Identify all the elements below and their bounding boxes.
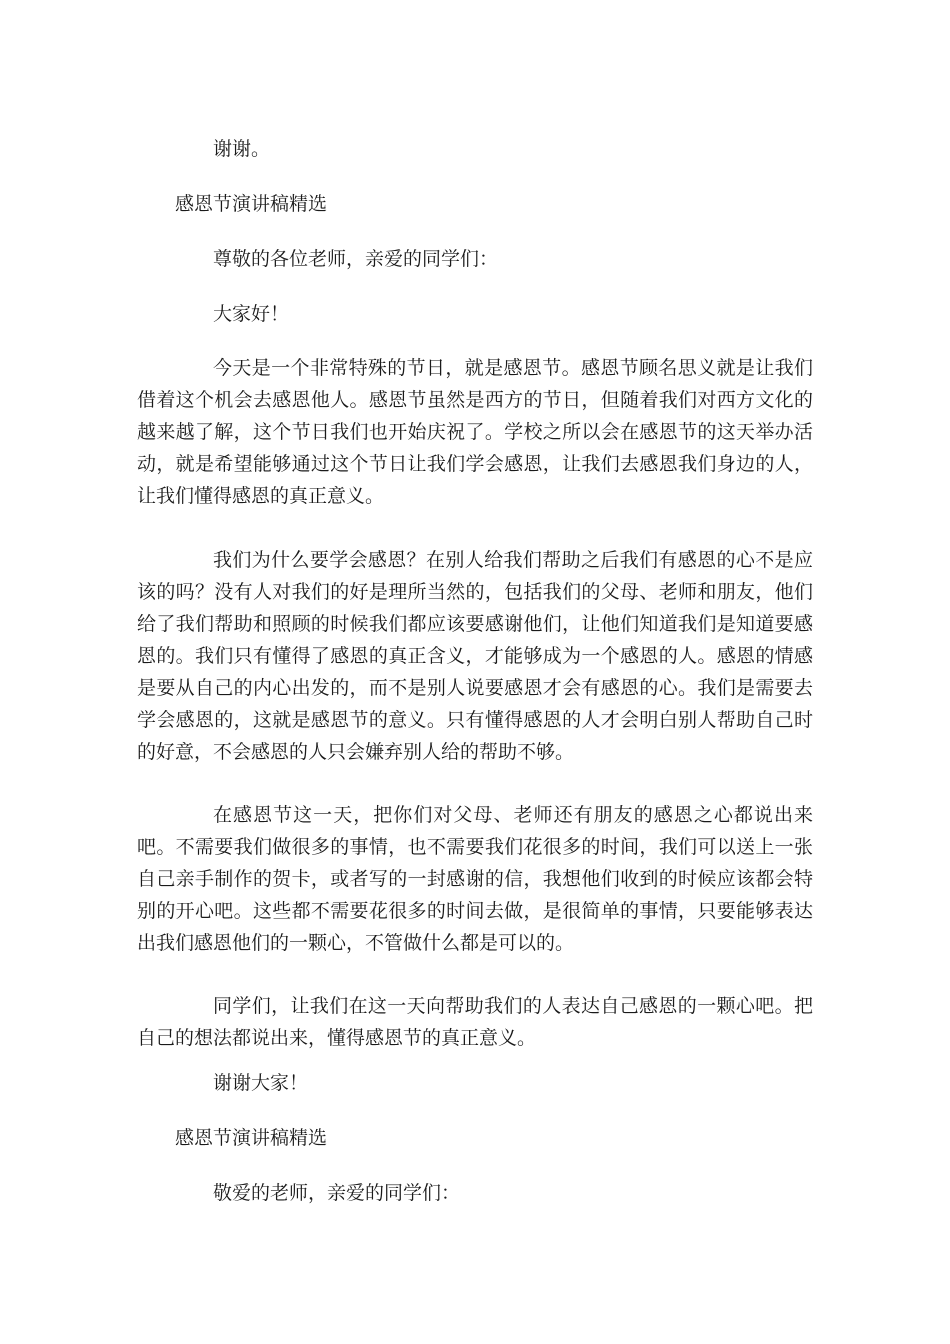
greeting: 大家好！ <box>213 303 290 325</box>
paragraph: 在感恩节这一天，把你们对父母、老师还有朋友的感恩之心都说出来吧。不需要我们做很多的事情，也不需要我们花很多的时间，我们可以送上一张自己亲手制作的贺卡，或者写的一封感谢的信，我想他们收到的时候应该都会特别的开心吧。这些都不需要花很多的时间去做，是很简单的事情，只要能够表达出我们感恩他们的一颗心，不管做什么都是可以的。 <box>137 804 813 954</box>
paragraph: 同学们，让我们在这一天向帮助我们的人表达自己感恩的一颗心吧。把自己的想法都说出来，懂得感恩节的真正意义。 <box>137 995 813 1049</box>
closing-thanks: 谢谢。 <box>213 138 271 160</box>
salutation: 尊敬的各位老师，亲爱的同学们： <box>213 248 499 270</box>
paragraph: 我们为什么要学会感恩？在别人给我们帮助之后我们有感恩的心不是应该的吗？没有人对我们的好是理所当然的，包括我们的父母、老师和朋友，他们给了我们帮助和照顾的时候我们都应该要感谢他们，让他们知道我们是知道要感恩的。我们只有懂得了感恩的真正含义，才能够成为一个感恩的人。感恩的情感是要从自己的内心出发的，而不是别人说要感恩才会有感恩的心。我们是需要去学会感恩的，这就是感恩节的意义。只有懂得感恩的人才会明白别人帮助自己时的好意，不会感恩的人只会嫌弃别人给的帮助不够。 <box>137 549 813 763</box>
section-title: 感恩节演讲稿精选 <box>175 193 328 215</box>
paragraph: 今天是一个非常特殊的节日，就是感恩节。感恩节顾名思义就是让我们借着这个机会去感恩他人。感恩节虽然是西方的节日，但随着我们对西方文化的越来越了解，这个节日我们也开始庆祝了。学校之所以会在感恩节的这天举办活动，就是希望能够通过这个节日让我们学会感恩，让我们去感恩我们身边的人，让我们懂得感恩的真正意义。 <box>137 357 813 507</box>
closing-thanks-all: 谢谢大家！ <box>213 1072 309 1094</box>
section-title: 感恩节演讲稿精选 <box>175 1127 328 1149</box>
salutation: 敬爱的老师，亲爱的同学们： <box>213 1182 461 1204</box>
